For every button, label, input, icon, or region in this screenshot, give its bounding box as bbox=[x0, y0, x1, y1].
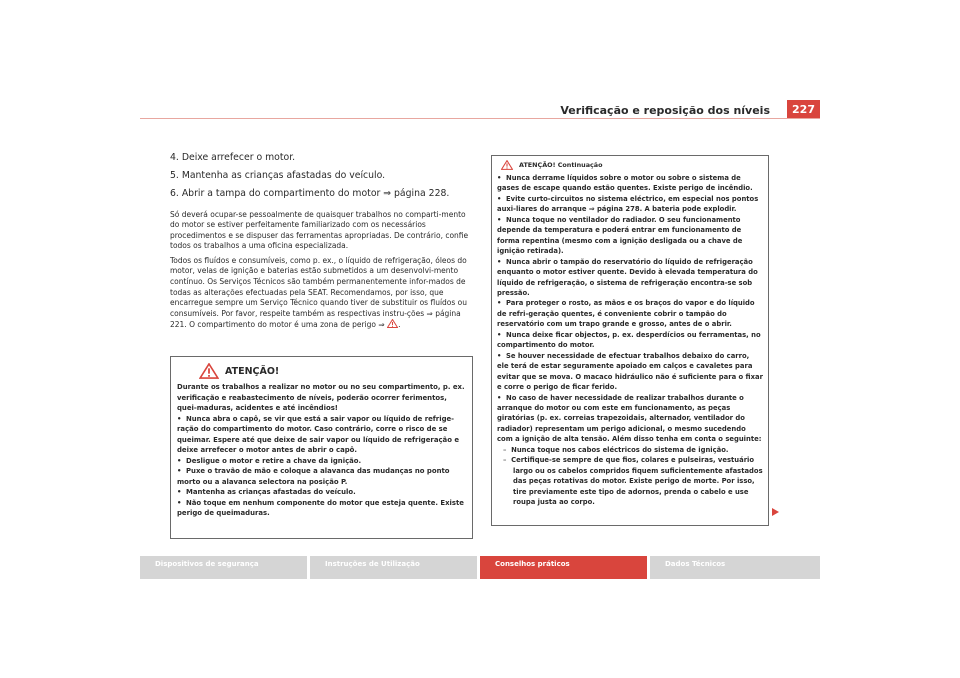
warning-bullet: • Nunca deixe ficar objectos, p. ex. desperdícios ou ferramentas, no compartimento do motor. bbox=[497, 330, 761, 350]
step-item: 5. Mantenha as crianças afastadas do veículo. bbox=[170, 170, 386, 181]
warning-triangle-icon bbox=[199, 363, 219, 379]
warning-continuation-box bbox=[491, 155, 769, 526]
warning-bullet: • Nunca toque no ventilador do radiador. O seu funcionamento depende da temperatura e poderá entrar em funcionamento de forma repentina (mesmo com a ignição desligada ou a chave de ignição retirada). bbox=[497, 215, 743, 256]
body-paragraph: Só deverá ocupar-se pessoalmente de quaisquer trabalhos no comparti-mento do motor se estiver perfeitamente familiarizado com os necessários procedimentos e se dispuser das ferramentas apropriadas. De contrário, confie todos os trabalhos a uma oficina especializada. bbox=[170, 209, 469, 251]
warning-bullet: • Evite curto-circuitos no sistema eléctrico, em especial nos pontos auxi-liares do arranque ⇒ página 278. A bateria pode explodir. bbox=[497, 194, 759, 214]
continue-arrow-icon bbox=[772, 508, 779, 516]
footer-tab-conselhos[interactable]: Conselhos práticos bbox=[480, 556, 647, 579]
warning-title bbox=[199, 363, 466, 379]
warning-bullet: • Nunca derrame líquidos sobre o motor ou sobre o sistema de gases de escape quando estão quentes. Existe perigo de incêndio. bbox=[497, 174, 753, 193]
warning-title-text: ATENÇÃO! Continuação bbox=[519, 161, 603, 169]
step-item: 4. Deixe arrefecer o motor. bbox=[170, 152, 296, 163]
footer-tab-dados[interactable]: Dados Técnicos bbox=[650, 556, 820, 579]
page-number: 227 bbox=[787, 100, 820, 119]
warning-text bbox=[177, 382, 466, 519]
body-paragraph: Todos os fluídos e consumíveis, como p. ex., o líquido de refrigeração, óleos do motor, velas de ignição e baterias estão submetidos a um desenvolvi-mento contínuo. Os Serviços Técnicos são também permanentemente infor-mados de todas as alterações efectuadas pela SEAT. Recomendamos, por isso, que encarregue sempre um Serviço Técnico quando tiver de substituir os fluídos ou consumíveis. Por favor, respeite também as respectivas instru-ções ⇒ página 221. O compartimento do motor é uma zona de perigo ⇒ . bbox=[170, 255, 468, 330]
warning-bullet: • Se houver necessidade de efectuar trabalhos debaixo do carro, ele terá de estar seguramente apoiado em calços e cavaletes para evitar que se mova. O macaco hidráulico não é suficiente para o fixar e corre o perigo de ficar ferido. bbox=[497, 351, 763, 392]
warning-bullet: • Nunca abrir o tampão do reservatório do líquido de refrigeração enquanto o motor estiver quente. Devido à elevada temperatura do líquido de refrigeração, o sistema de refrigeração encontra-se sob pressão. bbox=[497, 257, 758, 297]
warning-triangle-icon bbox=[501, 160, 513, 170]
warning-intro: Durante os trabalhos a realizar no motor ou no seu compartimento, p. ex. verificação e reabastecimento de níveis, poderão ocorrer ferimentos, quei-maduras, acidentes e até incêndios! bbox=[177, 383, 465, 412]
warning-bullet: • No caso de haver necessidade de realizar trabalhos durante o arranque do motor ou com este em funcionamento, as peças giratórias (p. ex. correias trapezoidais, alternador, ventilador do radiador) representam um perigo adicional, o mesmo sucedendo com a ignição de alta tensão. Além disso tenha em conta o seguinte: bbox=[497, 393, 762, 444]
warning-bullet: • Mantenha as crianças afastadas do veículo. bbox=[177, 488, 356, 496]
left-column bbox=[170, 152, 473, 331]
warning-subitem: – Certifique-se sempre de que fios, colares e pulseiras, vestuário largo ou os cabelos compridos fiquem suficientemente afastados das peças rotativas do motor. Existe perigo de morte. Por isso, tire previamente este tipo de adornos, prenda o cabelo e use roupa justa ao corpo. bbox=[503, 456, 763, 507]
warning-bullet: • Nunca abra o capô, se vir que está a sair vapor ou líquido de refrige-ração do compartimento do motor. Caso contrário, corre o risco de se queimar. Espere até que deixe de sair vapor ou líquido de refrigeração e deixe arrefecer o motor antes de abrir o capô. bbox=[177, 414, 460, 454]
warning-triangle-icon bbox=[387, 319, 398, 328]
step-item: 6. Abrir a tampa do compartimento do motor ⇒ página 228. bbox=[170, 188, 450, 199]
warning-box bbox=[170, 356, 473, 539]
body-paragraph-text: Todos os fluídos e consumíveis, como p. ex., o líquido de refrigeração, óleos do motor, velas de ignição e baterias estão submetidos a um desenvolvi-mento contínuo. Os Serviços Técnicos são também permanentemente infor-mados de todas as alterações efectuadas pela SEAT. Recomendamos, por isso, que encarregue sempre um Serviço Técnico quando tiver de substituir os fluídos ou consumíveis. Por favor, respeite também as respectivas instru-ções ⇒ página 221. O compartimento do motor é uma zona de perigo ⇒ bbox=[170, 255, 468, 330]
warning-title-text: ATENÇÃO! bbox=[225, 365, 280, 377]
warning-bullet: • Desligue o motor e retire a chave da ignição. bbox=[177, 456, 362, 465]
header-rule bbox=[140, 118, 820, 119]
warning-subitem: – Nunca toque nos cabos eléctricos do sistema de ignição. bbox=[503, 445, 729, 454]
warning-bullet: • Não toque em nenhum componente do motor que esteja quente. Existe perigo de queimaduras. bbox=[177, 498, 464, 517]
warning-bullet: • Para proteger o rosto, as mãos e os braços do vapor e do líquido de refri-geração quentes, é conveniente cobrir o tampão do reservatório com um trapo grande e grosso, antes de o abrir. bbox=[497, 299, 755, 329]
warning-title bbox=[501, 160, 763, 170]
page-header-title: Verificação e reposição dos níveis bbox=[560, 104, 770, 117]
footer-tab-seguranca[interactable]: Dispositivos de segurança bbox=[140, 556, 307, 579]
warning-text bbox=[497, 173, 763, 508]
step-list bbox=[170, 152, 473, 201]
warning-bullet: • Puxe o travão de mão e coloque a alavanca das mudanças no ponto morto ou a alavanca selectora na posição P. bbox=[177, 467, 450, 486]
footer-tab-utilizacao[interactable]: Instruções de Utilização bbox=[310, 556, 477, 579]
